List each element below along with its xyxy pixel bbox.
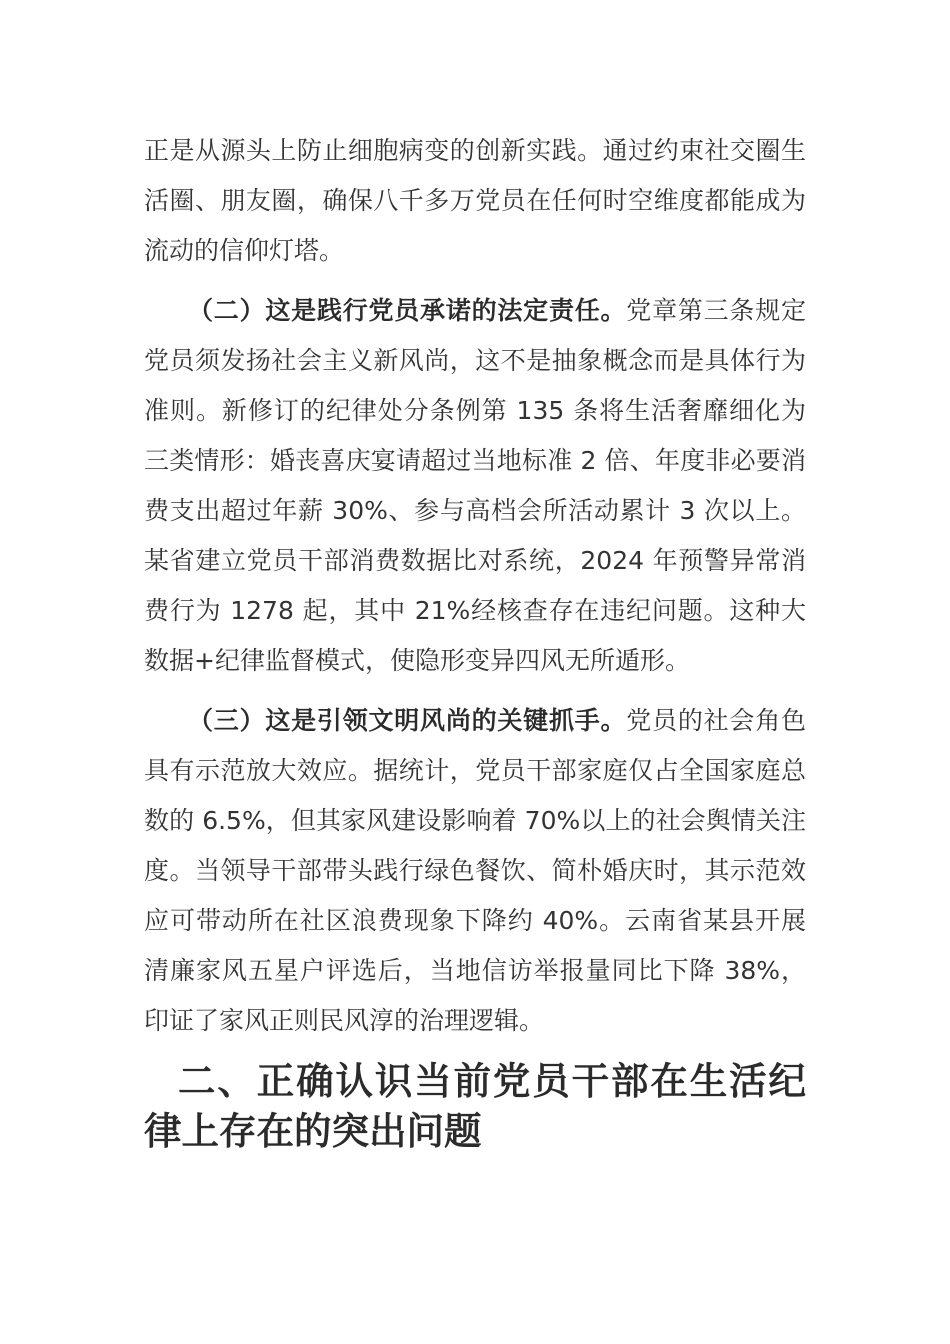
paragraph-text: 正是从源头上防止细胞病变的创新实践。通过约束社交圈生活圈、朋友圈，确保八千多万党员在任何时空维度都能成为流动的信仰灯塔。 [144, 136, 806, 265]
document-body [144, 126, 806, 1156]
paragraph-text: 党员的社会角色具有示范放大效应。据统计，党员干部家庭仅占全国家庭总数的 6.5%，但其家风建设影响着 70%以上的社会舆情关注度。当领导干部带头践行绿色餐饮、简朴婚庆时，其示范效应可带动所在社区浪费现象下降约 40%。云南省某县开展清廉家风五星户评选后，当地信访举报量同比下降 38%，印证了家风正则民风淳的治理逻辑。 [144, 706, 806, 1035]
paragraph-lead: （二）这是践行党员承诺的法定责任。 [188, 296, 627, 325]
paragraph-lead: （三）这是引领文明风尚的关键抓手。 [188, 706, 627, 735]
paragraph-text: 党章第三条规定党员须发扬社会主义新风尚，这不是抽象概念而是具体行为准则。新修订的纪律处分条例第 135 条将生活奢靡细化为三类情形：婚丧喜庆宴请超过当地标准 2 倍、年度非必要消费支出超过年薪 30%、参与高档会所活动累计 3 次以上。某省建立党员干部消费数据比对系统，2024 年预警异常消费行为 1278 起，其中 21%经核查存在违纪问题。这种大数据+纪律监督模式，使隐形变异四风无所遁形。 [144, 296, 806, 675]
paragraph-point-three [144, 696, 806, 1046]
paragraph-point-two [144, 286, 806, 686]
paragraph-continuation [144, 126, 806, 276]
section-heading: 二、正确认识当前党员干部在生活纪律上存在的突出问题 [144, 1059, 806, 1153]
